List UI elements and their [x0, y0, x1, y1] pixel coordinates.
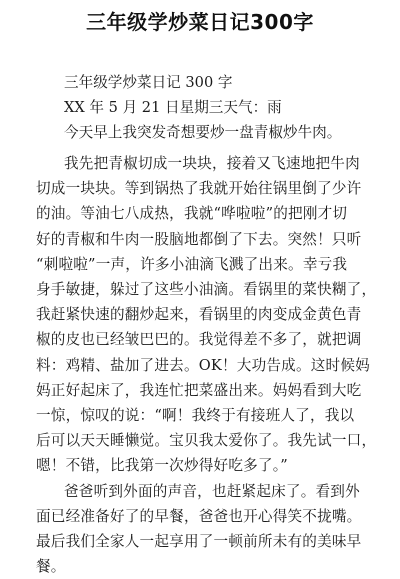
article-subtitle: 三年级学炒菜日记 300 字	[64, 74, 233, 91]
paragraph-line: 身手敏捷，躲过了这些小油滴。看锅里的菜快糊了，	[36, 281, 377, 299]
paragraph-line: 切成一块块。等到锅热了我就开始往锅里倒了少许	[36, 180, 362, 198]
paragraph-line: 椒的皮也已经皱巴巴的。我觉得差不多了，就把调	[36, 331, 362, 349]
paragraph-line: 一惊，惊叹的说：“啊！我终于有接班人了，我以	[36, 407, 355, 425]
paragraph-line: 嗯！不错，比我第一次炒得好吃多了。”	[36, 457, 288, 475]
paragraph-line: 我先把青椒切成一块块，接着又飞速地把牛肉	[64, 155, 360, 172]
paragraph-line: 爸爸听到外面的声音，也赶紧起床了。看到外	[64, 482, 360, 500]
paragraph-line: 的油。等油七八成热，我就“哗啦啦”的把刚才切	[36, 205, 348, 223]
paragraph-line: 最后我们全家人一起享用了一顿前所未有的美味早	[36, 533, 362, 551]
paragraph-line: 料：鸡精、盐加了进去。OK！大功告成。这时候妈	[36, 356, 370, 374]
paragraph-line: 后可以天天睡懒觉。宝贝我太爱你了。我先试一口，	[36, 432, 377, 450]
date-weather-line: XX 年 5 月 21 日星期三天气：雨	[64, 99, 282, 117]
page-title: 三年级学炒菜日记300字	[86, 10, 314, 34]
paragraph-line: 好的青椒和牛肉一股脑地都倒了下去。突然！只听	[36, 230, 362, 248]
article-header	[64, 70, 380, 146]
paragraph-line: 餐。	[36, 558, 66, 576]
article-body	[36, 151, 386, 579]
opening-line: 今天早上我突发奇想要炒一盘青椒炒牛肉。	[64, 124, 342, 142]
paragraph-line: 我赶紧快速的翻炒起来，看锅里的肉变成金黄色青	[36, 306, 362, 324]
paragraph-line: 妈正好起床了，我连忙把菜盛出来。妈妈看到大吃	[36, 381, 362, 399]
paragraph-line: “刺啦啦”一声，许多小油滴飞溅了出来。幸亏我	[36, 255, 348, 273]
paragraph-line: 面已经准备好了的早餐，爸爸也开心得笑不拢嘴。	[36, 507, 362, 525]
